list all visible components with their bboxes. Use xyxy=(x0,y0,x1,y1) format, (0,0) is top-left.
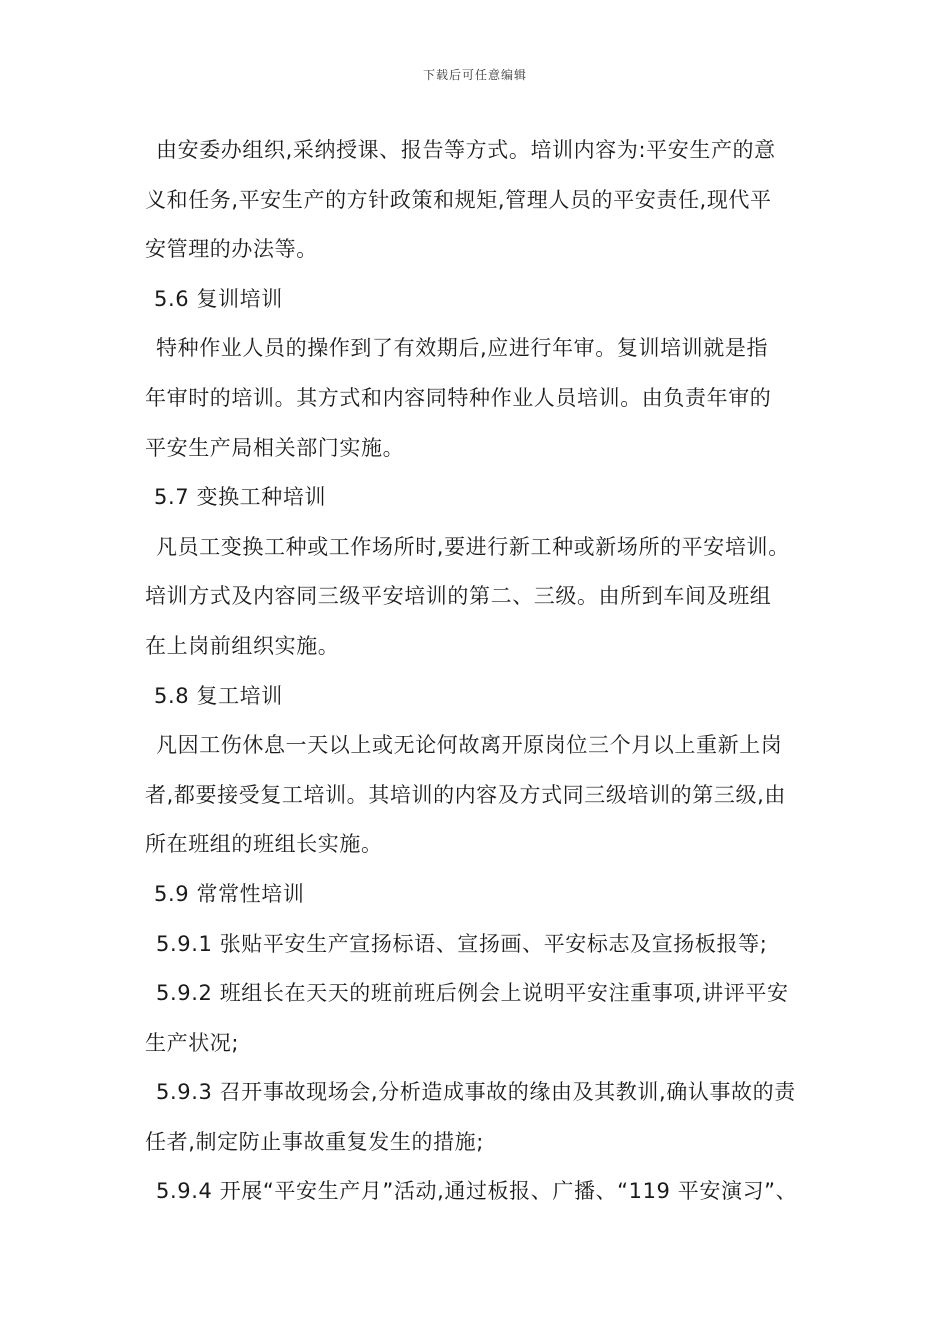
paragraph-line: 义和任务,平安生产的方针政策和规矩,管理人员的平安责任,现代平 xyxy=(145,187,772,212)
section-heading: 5.6 复训培训 xyxy=(154,286,283,311)
paragraph-line: 培训方式及内容同三级平安培训的第二、三级。由所到车间及班组 xyxy=(145,584,772,609)
paragraph-line: 任者,制定防止事故重复发生的措施; xyxy=(145,1129,484,1154)
list-item-line: 5.9.1 张贴平安生产宣扬标语、宣扬画、平安标志及宣扬板报等; xyxy=(156,931,768,956)
paragraph-line: 者,都要接受复工培训。其培训的内容及方式同三级培训的第三级,由 xyxy=(145,782,786,807)
paragraph-line: 安管理的办法等。 xyxy=(145,237,318,262)
paragraph-line: 生产状况; xyxy=(145,1030,240,1055)
page-header: 下载后可任意编辑 xyxy=(422,68,527,82)
paragraph-line: 年审时的培训。其方式和内容同特种作业人员培训。由负责年审的 xyxy=(145,385,772,410)
paragraph-line: 特种作业人员的操作到了有效期后,应进行年审。复训培训就是指 xyxy=(156,336,769,361)
section-heading: 5.9 常常性培训 xyxy=(154,881,305,906)
list-item-line: 5.9.2 班组长在天天的班前班后例会上说明平安注重事项,讲评平安 xyxy=(156,981,789,1006)
document-body xyxy=(145,126,815,1217)
paragraph-line: 在上岗前组织实施。 xyxy=(145,633,340,658)
section-heading: 5.7 变换工种培训 xyxy=(154,485,327,510)
paragraph-line: 由安委办组织,采纳授课、报告等方式。培训内容为:平安生产的意 xyxy=(156,138,776,162)
list-item-line: 5.9.4 开展“平安生产月”活动,通过板报、广播、“119 平安演习”、 xyxy=(156,1179,798,1204)
section-heading: 5.8 复工培训 xyxy=(154,683,283,708)
paragraph-line: 所在班组的班组长实施。 xyxy=(145,832,383,857)
paragraph-line: 凡因工伤休息一天以上或无论何故离开原岗位三个月以上重新上岗 xyxy=(156,733,783,758)
paragraph-line: 平安生产局相关部门实施。 xyxy=(145,435,405,460)
list-item-line: 5.9.3 召开事故现场会,分析造成事故的缘由及其教训,确认事故的责 xyxy=(156,1080,796,1105)
paragraph-line: 凡员工变换工种或工作场所时,要进行新工种或新场所的平安培训。 xyxy=(156,534,790,559)
